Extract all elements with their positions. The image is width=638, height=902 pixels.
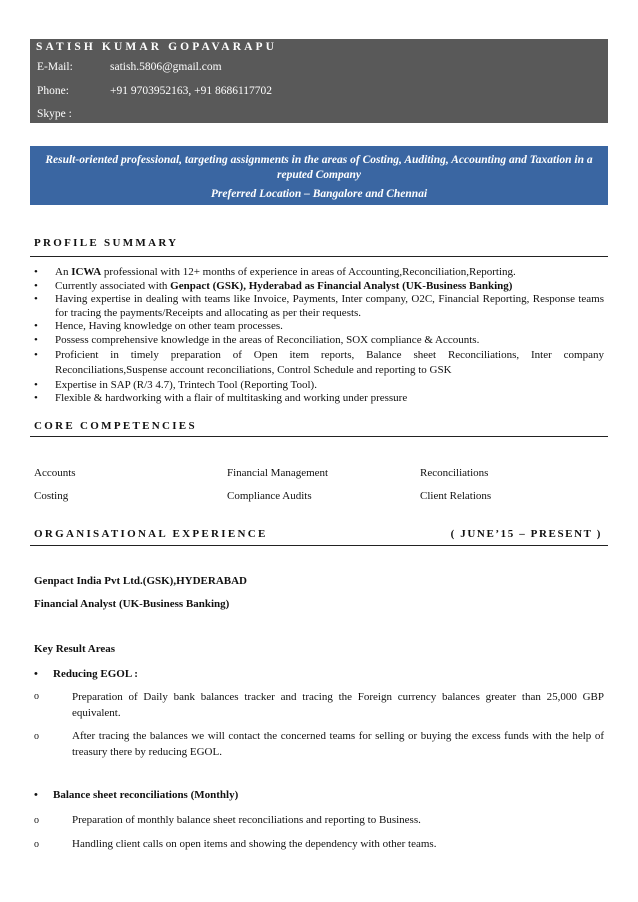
hollow-circle-icon: o xyxy=(34,691,39,702)
phone-label: Phone: xyxy=(37,85,69,97)
preferred-location: Preferred Location – Bangalore and Chennai xyxy=(210,188,428,200)
profile-summary-title: PROFILE SUMMARY xyxy=(34,237,179,249)
job-role: Financial Analyst (UK-Business Banking) xyxy=(34,598,230,610)
company-name: Genpact India Pvt Ltd.(GSK),HYDERABAD xyxy=(34,575,247,587)
kra-heading: • Balance sheet reconciliations (Monthly) xyxy=(34,789,238,801)
competency-item: Costing xyxy=(34,490,69,502)
kra-point: Handling client calls on open items and showing the dependency with other teams. xyxy=(72,838,437,850)
list-item: • Hence, Having knowledge on other team processes. xyxy=(34,320,604,334)
list-item: • Proficient in timely preparation of Open item reports, Balance sheet Reconciliations, Inter company Reconciliations,Suspense account reconciliations, Control Schedule and reporting to GSK xyxy=(34,348,604,379)
section-divider xyxy=(30,436,608,437)
core-competencies-title: CORE COMPETENCIES xyxy=(34,420,197,432)
competency-item: Reconciliations xyxy=(420,467,489,479)
hollow-circle-icon: o xyxy=(34,839,39,850)
kra-point: After tracing the balances we will contact the concerned teams for selling or buying the excess funds with the help of treasury there by reducing EGOL. xyxy=(72,730,604,758)
profile-list xyxy=(34,266,604,406)
competency-item: Financial Management xyxy=(227,467,329,479)
kra-point: Preparation of Daily bank balances tracker and tracing the Foreign currency balances greater than 25,000 GBP equivalent. xyxy=(72,691,604,719)
hollow-circle-icon: o xyxy=(34,815,39,826)
kra-point: Preparation of monthly balance sheet reconciliations and reporting to Business. xyxy=(72,814,421,826)
email-value[interactable]: satish.5806@gmail.com xyxy=(110,61,222,73)
competency-item: Compliance Audits xyxy=(227,490,312,502)
skype-label: Skype : xyxy=(37,108,72,120)
objective-banner xyxy=(30,146,608,205)
section-divider xyxy=(30,256,608,257)
kra-title: Key Result Areas xyxy=(34,643,116,655)
list-item: • Expertise in SAP (R/3 4.7), Trintech Tool (Reporting Tool). xyxy=(34,379,604,393)
contact-header xyxy=(30,39,608,123)
experience-period: ( JUNE’15 – PRESENT ) xyxy=(450,528,602,540)
email-label: E-Mail: xyxy=(37,61,73,73)
list-item: • Currently associated with Genpact (GSK), Hyderabad as Financial Analyst (UK-Business Banking) xyxy=(34,280,604,294)
competency-item: Accounts xyxy=(34,467,76,479)
list-item: • Flexible & hardworking with a flair of multitasking and working under pressure xyxy=(34,392,604,406)
skype-row xyxy=(37,108,110,120)
candidate-name: SATISH KUMAR GOPAVARAPU xyxy=(36,41,278,53)
list-item: • An ICWA professional with 12+ months of experience in areas of Accounting,Reconciliation,Reporting. xyxy=(34,266,604,280)
phone-value: +91 9703952163, +91 8686117702 xyxy=(110,85,273,97)
email-row xyxy=(37,61,222,73)
list-item: • Possess comprehensive knowledge in the areas of Reconciliation, SOX compliance & Accounts. xyxy=(34,334,604,348)
section-divider xyxy=(30,545,608,546)
kra-heading: • Reducing EGOL : xyxy=(34,668,138,680)
hollow-circle-icon: o xyxy=(34,731,39,742)
phone-row xyxy=(37,85,272,97)
objective-text: Result-oriented professional, targeting assignments in the areas of Costing, Auditing, Accounting and Taxation in a reputed Company xyxy=(45,154,593,181)
experience-title: ORGANISATIONAL EXPERIENCE xyxy=(34,528,268,540)
competency-item: Client Relations xyxy=(420,490,492,502)
list-item: • Having expertise in dealing with teams like Invoice, Payments, Inter company, O2C, Financial Reporting, Response teams for tracing the payments/Receipts and allocating as per their requests. xyxy=(34,293,604,320)
